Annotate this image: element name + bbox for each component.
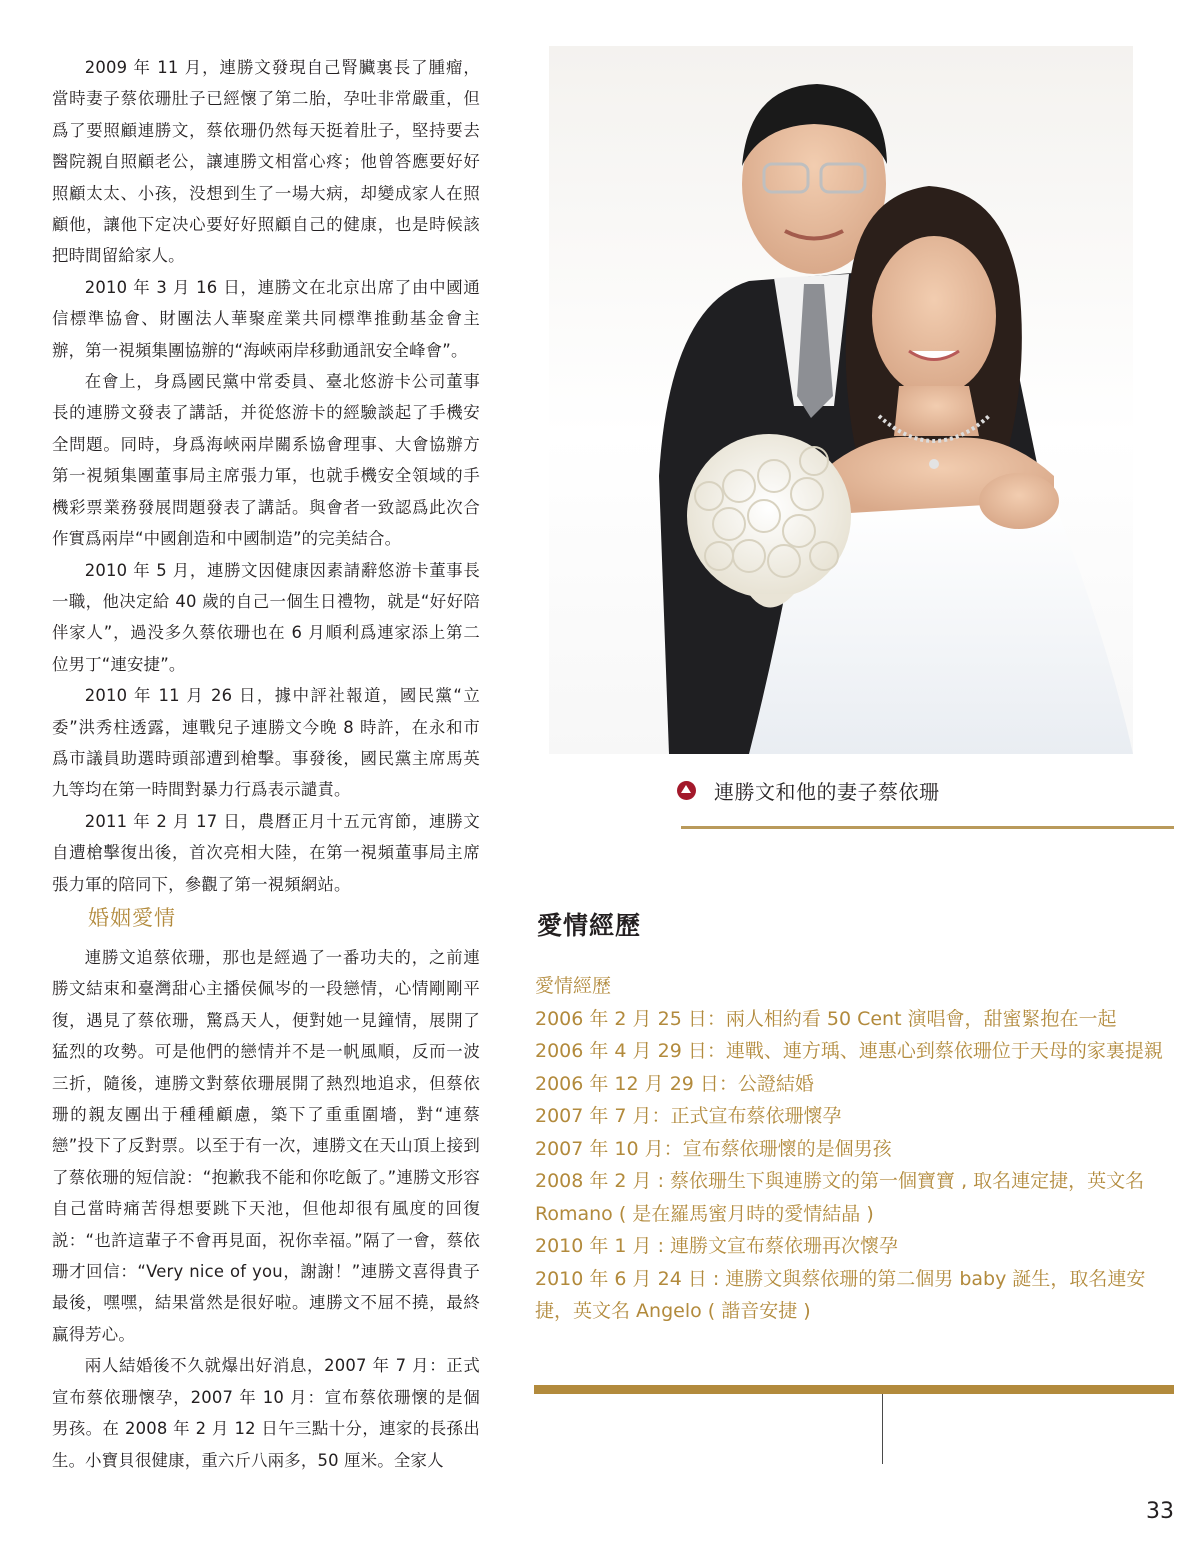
- timeline-item: 2007 年 10 月：宣布蔡依珊懷的是個男孩: [535, 1137, 892, 1160]
- timeline-item: 2006 年 4 月 29 日：連戰、連方瑀、連惠心到蔡依珊位于天母的家裏提親: [535, 1040, 1163, 1062]
- body-paragraph: 2009 年 11 月，連勝文發現自己腎臟裏長了腫瘤，當時妻子蔡依珊肚子已經懷了第二胎，孕吐非常嚴重，但爲了要照顧連勝文，蔡依珊仍然每天挺着肚子，堅持要去醫院親自照顧老公，讓連勝文相當心疼；他曾答應要好好照顧太太、小孩，没想到生了一場大病，却變成家人在照顧他，讓他下定决心要好好照顧自己的健康，也是時候該把時間留給家人。: [52, 58, 480, 266]
- left-column: [52, 52, 480, 900]
- page-number: 33: [1146, 1499, 1174, 1524]
- column-divider-line: [882, 1394, 883, 1464]
- love-history-heading: 愛情經歷: [537, 911, 642, 940]
- timeline-item: 愛情經歷: [535, 975, 612, 997]
- section-divider-bar: [534, 1385, 1174, 1394]
- timeline-item: 2006 年 2 月 25 日：兩人相約看 50 Cent 演唱會，甜蜜緊抱在一起: [535, 1007, 1117, 1030]
- body-paragraph: 2011 年 2 月 17 日，農曆正月十五元宵節，連勝文自遭槍擊復出後，首次亮相大陸，在第一視頻董事局主席張力軍的陪同下，參觀了第一視頻網站。: [52, 811, 480, 894]
- body-paragraph: 在會上，身爲國民黨中常委員、臺北悠游卡公司董事長的連勝文發表了講話，并從悠游卡的經驗談起了手機安全問題。同時，身爲海峽兩岸關系協會理事、大會協辦方第一視頻集團董事局主席張力軍，也就手機安全領域的手機彩票業務發展問題發表了講話。與會者一致認爲此次合作實爲兩岸“中國創造和中國制造”的完美結合。: [52, 372, 480, 549]
- love-history-timeline: [535, 970, 1175, 1328]
- wedding-photo-illustration: [549, 46, 1133, 754]
- caption-divider: [681, 826, 1174, 829]
- section-heading-marriage: 婚姻愛情: [88, 906, 176, 930]
- body-paragraph: 連勝文追蔡依珊，那也是經過了一番功夫的，之前連勝文結束和臺灣甜心主播侯佩岑的一段戀情，心情剛剛平復，遇見了蔡依珊，驚爲天人，便對她一見鐘情，展開了猛烈的攻勢。可是他們的戀情并不是一帆風順，反而一波三折，隨後，連勝文對蔡依珊展開了熱烈地追求，但蔡依珊的親友團出于種種顧慮，築下了重重圍墻，對“連蔡戀”投下了反對票。以至于有一次，連勝文在天山頂上接到了蔡依珊的短信說：“抱歉我不能和你吃飯了。”連勝文形容自己當時痛苦得想要跳下天池，但他却很有風度的回復説：“也許這輩子不會再見面，祝你幸福。”隔了一會，蔡依珊才回信：“Very nice of you，謝謝！”連勝文喜得貴子最後，嘿嘿，結果當然是很好啦。連勝文不屈不撓，最終赢得芳心。: [52, 948, 480, 1344]
- caption-triangle-icon: [677, 781, 696, 800]
- photo-caption: 連勝文和他的妻子蔡依珊: [714, 780, 940, 804]
- body-paragraph: 兩人結婚後不久就爆出好消息，2007 年 7 月：正式宣布蔡依珊懷孕，2007 年 10 月：宣布蔡依珊懷的是個男孩。在 2008 年 2 月 12 日午三點十分，連家的長孫出生。小寶貝很健康，重六斤八兩多，50 厘米。全家人: [52, 1356, 480, 1470]
- body-paragraph: 2010 年 11 月 26 日，據中評社報道，國民黨“立委”洪秀柱透露，連戰兒子連勝文今晚 8 時許，在永和市爲市議員助選時頭部遭到槍擊。事發後，國民黨主席馬英九等均在第一時間對暴力行爲表示譴責。: [52, 686, 480, 800]
- timeline-item: 2008 年 2 月 : 蔡依珊生下與連勝文的第一個寶寶 , 取名連定捷，英文名 Romano ( 是在羅馬蜜月時的愛情結晶 ): [535, 1170, 1145, 1225]
- body-paragraph: 2010 年 5 月，連勝文因健康因素請辭悠游卡董事長一職，他决定給 40 歲的自己一個生日禮物，就是“好好陪伴家人”，過没多久蔡依珊也在 6 月順利爲連家添上第二位男丁“連安捷”。: [52, 560, 480, 674]
- timeline-item: 2010 年 1 月 : 連勝文宣布蔡依珊再次懷孕: [535, 1235, 899, 1257]
- marriage-section: [52, 942, 480, 1476]
- wedding-photo: [549, 46, 1133, 754]
- timeline-item: 2007 年 7 月：正式宣布蔡依珊懷孕: [535, 1105, 842, 1127]
- timeline-item: 2010 年 6 月 24 日 : 連勝文與蔡依珊的第二個男 baby 誕生，取名連安捷，英文名 Angelo ( 諧音安捷 ): [535, 1267, 1146, 1322]
- body-paragraph: 2010 年 3 月 16 日，連勝文在北京出席了由中國通信標準協會、財團法人華聚産業共同標準推動基金會主辦，第一視頻集團協辦的“海峽兩岸移動通訊安全峰會”。: [52, 277, 480, 360]
- timeline-item: 2006 年 12 月 29 日：公證結婚: [535, 1072, 814, 1095]
